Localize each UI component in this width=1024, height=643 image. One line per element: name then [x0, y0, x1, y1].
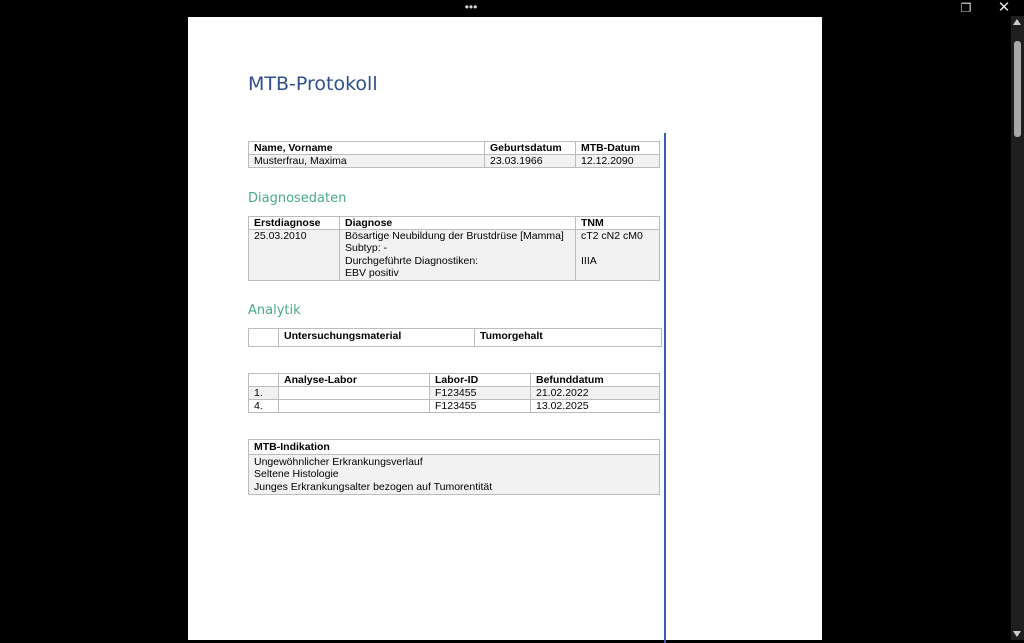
table-header-row [249, 142, 660, 155]
column-header: Erstdiagnose [249, 217, 340, 230]
diagnose-cell [340, 230, 576, 281]
column-header: Name, Vorname [249, 142, 485, 155]
document-page [188, 17, 822, 640]
labor-id-cell: F123455 [430, 400, 531, 413]
diagnose-line: Subtyp: - [345, 242, 388, 255]
analyse-labor-cell [279, 400, 430, 413]
column-header: Analyse-Labor [279, 374, 430, 387]
befunddatum-cell: 21.02.2022 [531, 387, 660, 400]
vertical-scrollbar[interactable] [1011, 16, 1024, 640]
table-row [249, 455, 660, 495]
section-heading-analytik: Analytik [248, 303, 301, 318]
column-header [249, 374, 279, 387]
indikation-table [248, 439, 660, 495]
tnm-line: IIIA [581, 254, 597, 267]
column-header: Untersuchungsmaterial [279, 329, 475, 347]
scrollbar-thumb[interactable] [1014, 41, 1021, 137]
column-header: MTB-Indikation [249, 440, 660, 455]
tnm-line [581, 242, 654, 254]
analyse-labor-cell [279, 387, 430, 400]
scroll-down-arrow-icon[interactable] [1013, 631, 1021, 637]
table-header-row [249, 329, 662, 347]
diagnose-table [248, 216, 660, 281]
row-number-cell: 1. [249, 387, 279, 400]
window-titlebar [0, 0, 1024, 16]
table-header-row [249, 217, 660, 230]
close-window-icon[interactable]: ✕ [997, 0, 1011, 16]
column-header: Diagnose [340, 217, 576, 230]
indikation-line: Ungewöhnlicher Erkrankungsverlauf [254, 456, 423, 468]
indikation-cell [249, 455, 660, 495]
column-header: Tumorgehalt [475, 329, 662, 347]
mtb-date-cell: 12.12.2090 [576, 155, 660, 168]
table-header-row [249, 440, 660, 455]
row-number-cell: 4. [249, 400, 279, 413]
birthdate-cell: 23.03.1966 [485, 155, 576, 168]
table-row [249, 230, 660, 281]
column-header: TNM [576, 217, 660, 230]
document-title: MTB-Protokoll [248, 73, 378, 95]
patient-table [248, 141, 660, 168]
indikation-line: Seltene Histologie [254, 468, 339, 481]
column-header: Geburtsdatum [485, 142, 576, 155]
more-options-icon[interactable]: ••• [464, 0, 478, 14]
column-header: Befunddatum [531, 374, 660, 387]
table-row [249, 400, 660, 413]
table-row [249, 155, 660, 168]
befunddatum-cell: 13.02.2025 [531, 400, 660, 413]
indikation-line: Junges Erkrankungsalter bezogen auf Tumorentität [254, 480, 493, 493]
labor-id-cell: F123455 [430, 387, 531, 400]
restore-window-icon[interactable]: ❐ [960, 1, 972, 15]
diagnose-line: Durchgeführte Diagnostiken: [345, 254, 479, 267]
erstdiagnose-cell: 25.03.2010 [249, 230, 340, 281]
column-header [249, 329, 279, 347]
tnm-cell [576, 230, 660, 281]
section-heading-diagnose: Diagnosedaten [248, 191, 347, 206]
column-header: Labor-ID [430, 374, 531, 387]
diagnose-line: EBV positiv [345, 267, 399, 280]
patient-name-cell: Musterfrau, Maxima [249, 155, 485, 168]
scroll-up-arrow-icon[interactable] [1013, 19, 1021, 25]
diagnose-line: Bösartige Neubildung der Brustdrüse [Mamma] [345, 230, 564, 242]
material-table [248, 328, 662, 347]
page-margin-line [664, 133, 666, 643]
tnm-line: cT2 cN2 cM0 [581, 230, 643, 242]
table-row [249, 387, 660, 400]
table-header-row [249, 374, 660, 387]
labor-table [248, 373, 660, 413]
column-header: MTB-Datum [576, 142, 660, 155]
